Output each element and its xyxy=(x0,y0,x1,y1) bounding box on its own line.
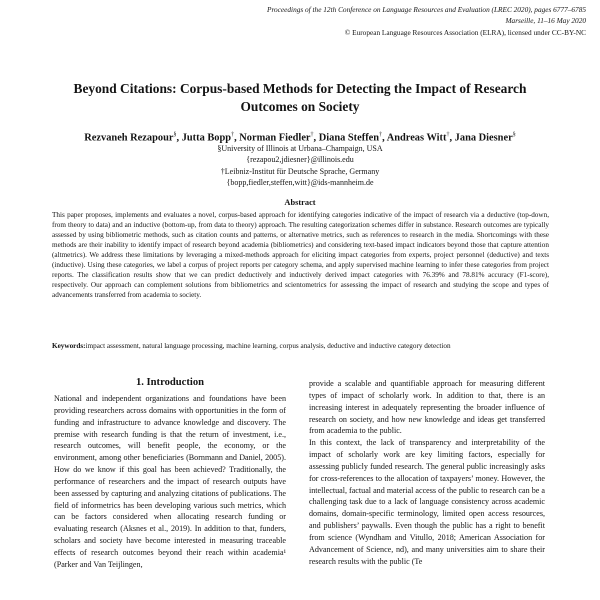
header-license-text: European Language Resources Association (ELRA), licensed under CC-BY-NC xyxy=(352,27,586,37)
author-name: Diana Steffen xyxy=(318,132,380,144)
left-column xyxy=(54,393,286,571)
author-name: Andreas Witt xyxy=(386,132,447,144)
author-affiliation-mark: † xyxy=(310,132,314,138)
affiliation-ids: †Leibniz-Institut für Deutsche Sprache, Germany xyxy=(220,167,380,176)
abstract-heading: Abstract xyxy=(284,198,316,207)
author-list: Rezvaneh Rezapour§, Jutta Bopp†, Norman Fiedler†, Diana Steffen†, Andreas Witt†, Jana Diesner§ xyxy=(84,132,516,144)
paper-title-line-1: Beyond Citations: Corpus-based Methods for Detecting the Impact of Research xyxy=(73,81,527,96)
author-name: Norman Fiedler xyxy=(239,132,311,144)
right-column xyxy=(309,378,545,568)
header-proceedings-line: Proceedings of the 12th Conference on Language Resources and Evaluation (LREC 2020), pages 6777–6785 xyxy=(267,5,586,14)
header-location-line: Marseille, 11–16 May 2020 xyxy=(505,16,586,26)
paragraph: provide a scalable and quantifiable approach for measuring different types of impact of scholarly work. In addition to that, there is an increasing interest in adequately representing the broader influence of research on society, and how new knowledge and ideas get transferred from academia to the public. xyxy=(309,379,545,436)
author-name: Rezvaneh Rezapour xyxy=(84,132,174,144)
author-affiliation-mark: § xyxy=(512,132,516,138)
author-name: Jutta Bopp xyxy=(181,132,232,144)
author-name: Jana Diesner xyxy=(454,132,513,144)
author-affiliation-mark: § xyxy=(173,132,177,138)
abstract-text: This paper proposes, implements and evaluates a novel, corpus-based approach for identifying categories indicative of the impact of research via a deductive (top-down, from theory to data) and an inductive (bottom-up, from data to theory) approach. The resulting categorization schemes differ in substance. Research outcomes are typically assessed by using bibliometric methods, such as citation counts and patterns, or alternative metrics, such as references to research in the media. Shortcomings with these methods are their inability to identify impact of research beyond academia (bibliometrics) and considering text-based impact indicators beyond those that capture attention (altmetrics). We address these limitations by leveraging a mixed-methods approach for eliciting impact categories from experts, project personnel (deductive) and texts (inductive). Using these categories, we label a corpus of project reports per category schema, and apply supervised machine learning to infer these categories from project reports. The classification results show that we can predict deductively and inductively derived impact categories with 76.39% and 78.81% accuracy (F1-score), respectively. Our approach can complement solutions from bibliometrics and scientometrics for assessing the impact of research and studying the scope and types of advancements transferred from academia to society. xyxy=(52,211,549,300)
keywords-label: Keywords: xyxy=(52,342,86,350)
keywords xyxy=(52,341,549,351)
copyright-icon: © xyxy=(344,27,351,37)
conference-header xyxy=(256,4,586,38)
paragraph: National and independent organizations and foundations have been providing researchers across domains with opportunities in the form of funding and infrastructure to advance knowledge and discovery. The premise with research funding is that the return of investment, i.e., research outcomes, will benefit people, the economy, or the environment, among other beneficiaries (Bornmann and Daniel, 2005). How do we know if this goal has been achieved? Traditionally, the performance of researchers and the impact of research outputs have been assessed by capturing and analyzing citations of publications. The field of informetrics has been developing various such metrics, which can be factors considered when allocating research funding or evaluating research (Aksnes et al., 2019). In addition to that, funders, scholars and society have become interested in measuring traceable effects of research outcomes beyond their reach within academia¹ (Parker and Van Teijlingen, xyxy=(54,394,286,569)
section-heading-introduction: 1. Introduction xyxy=(135,377,205,388)
paper-title-line-2: Outcomes on Society xyxy=(240,98,360,114)
author-affiliation-mark: † xyxy=(446,132,450,138)
affiliation-illinois: §University of Illinois at Urbana–Champaign, USA xyxy=(217,144,383,153)
keywords-text: impact assessment, natural language processing, machine learning, corpus analysis, deductive and inductive category detection xyxy=(85,342,451,350)
affiliation-ids-email: {bopp,fiedler,steffen,witt}@ids-mannheim.de xyxy=(226,178,374,187)
paper-title xyxy=(30,80,570,115)
affiliation-illinois-email: {rezapou2,jdiesner}@illinois.edu xyxy=(246,155,354,164)
paragraph: In this context, the lack of transparency and interpretability of the impact of scholarly work are key limiting factors, especially for assessing publicly funded research. The general public increasingly asks for cross-references to the allocation of taxpayers’ money. However, the intellectual, factual and material access of the public to research can be a challenging task due to a lack of language consistency across academic domains, domain-specific terminology, limited open access resources, and publishers’ paywalls. Even though the public has a right to benefit from science (Wyndham and Vitullo, 2018; American Association for Advancement of Science, nd), and many universities aim to share their research results with the public (Te xyxy=(309,438,545,566)
author-affiliation-mark: † xyxy=(231,132,235,138)
author-affiliation-mark: † xyxy=(379,132,383,138)
header-license-line xyxy=(256,27,586,38)
